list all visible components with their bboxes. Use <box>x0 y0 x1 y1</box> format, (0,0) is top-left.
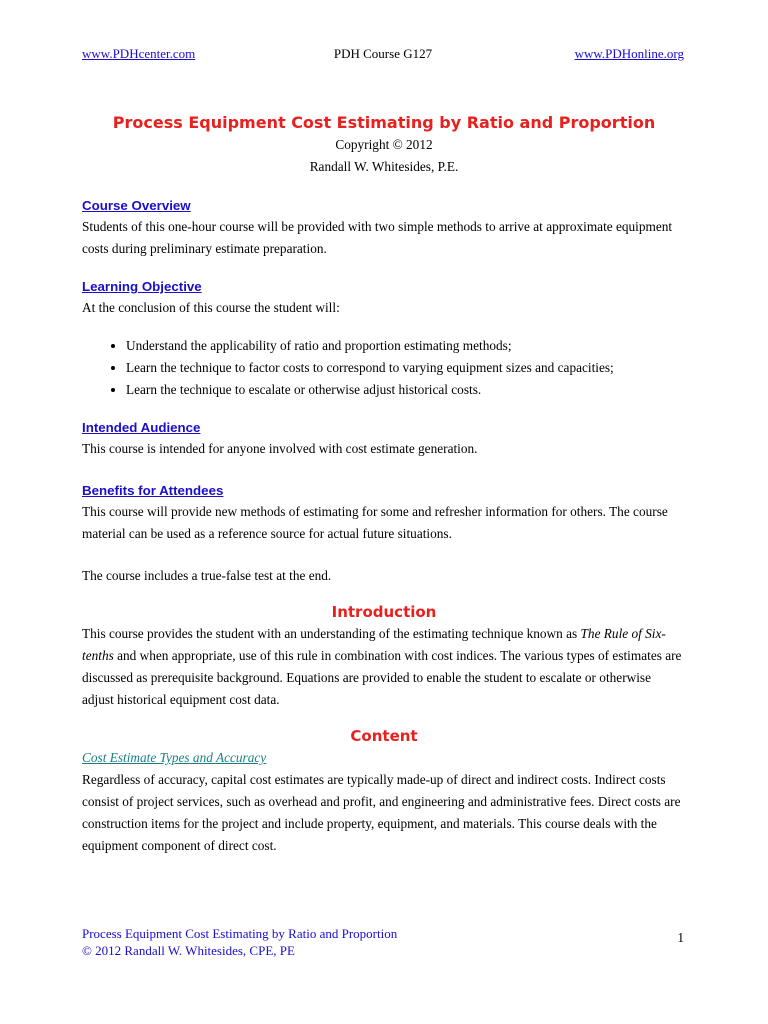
content-text: Regardless of accuracy, capital cost estimates are typically made-up of direct and indirect costs. Indirect costs consist of project services, such as overhead and profit, and engineering and administrative fees. Direct costs are construction items for the project and include property, equipment, and materials. This course deals with the equipment component of direct cost. <box>82 772 681 853</box>
test-note: The course includes a true-false test at the end. <box>82 568 332 583</box>
pdhcenter-link[interactable]: www.PDHcenter.com <box>82 46 196 61</box>
course-number: PDH Course G127 <box>333 46 433 61</box>
intro-text-start: This course provides the student with an understanding of the estimating technique known as <box>82 626 581 641</box>
pdhonline-link[interactable]: www.PDHonline.org <box>574 46 684 61</box>
intended-audience-heading: Intended Audience <box>82 420 201 435</box>
objective-list <box>82 335 686 401</box>
page-number: 1 <box>677 930 684 945</box>
page-footer <box>82 925 684 959</box>
intended-audience-text: This course is intended for anyone involved with cost estimate generation. <box>82 441 478 456</box>
cost-estimate-types-heading: Cost Estimate Types and Accuracy <box>82 750 267 765</box>
benefits-heading: Benefits for Attendees <box>82 483 224 498</box>
introduction-heading: Introduction <box>331 603 437 621</box>
objective-item: • Learn the technique to escalate or otherwise adjust historical costs. <box>126 379 686 401</box>
page-header <box>82 46 684 66</box>
intro-text-end: and when appropriate, use of this rule in combination with cost indices. The various types of estimates are discussed as prerequisite background. Equations are provided to enable the student to escalate or otherwise adjust historical equipment cost data. <box>82 648 682 707</box>
learning-objective-intro: At the conclusion of this course the student will: <box>82 300 340 315</box>
benefits-text: This course will provide new methods of estimating for some and refresher information for others. The course material can be used as a reference source for actual future situations. <box>82 504 668 541</box>
document-title: Process Equipment Cost Estimating by Ratio and Proportion <box>112 113 656 132</box>
footer-copyright: © 2012 Randall W. Whitesides, CPE, PE <box>82 943 295 958</box>
objective-item: • Learn the technique to factor costs to correspond to varying equipment sizes and capacities; <box>126 357 686 379</box>
learning-objective-heading: Learning Objective <box>82 279 202 294</box>
course-overview-heading: Course Overview <box>82 198 191 213</box>
objective-item: • Understand the applicability of ratio and proportion estimating methods; <box>126 335 686 357</box>
footer-course-title: Process Equipment Cost Estimating by Ratio and Proportion <box>82 926 398 941</box>
introduction-text <box>82 623 686 711</box>
content-heading: Content <box>350 727 418 745</box>
rule-of-six-tenths: The Rule of Six-tenths <box>82 626 666 663</box>
course-overview-text: Students of this one-hour course will be provided with two simple methods to arrive at approximate equipment costs during preliminary estimate preparation. <box>82 219 673 256</box>
document-body <box>82 112 686 857</box>
author-line: Randall W. Whitesides, P.E. <box>309 159 459 174</box>
copyright-line: Copyright © 2012 <box>335 137 433 152</box>
